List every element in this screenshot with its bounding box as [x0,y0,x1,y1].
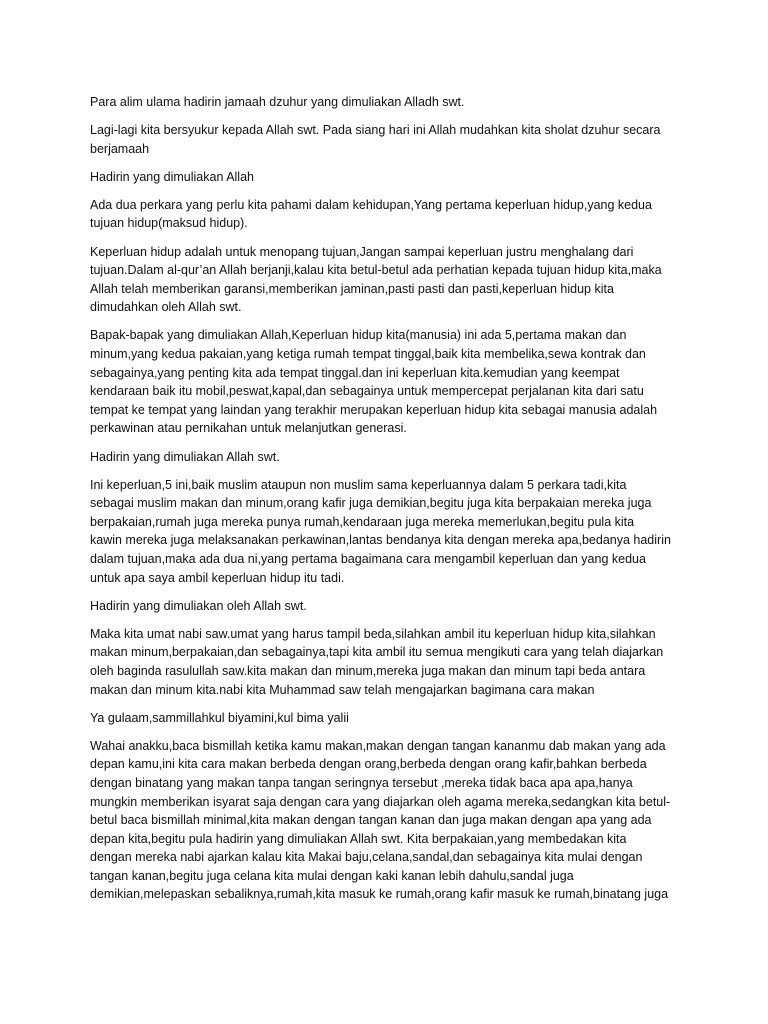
paragraph [90,737,680,904]
text-line: kawin mereka juga melaksanakan perkawinan,lantas bendanya kita dengan mereka apa,bedanya hadirin [90,533,671,548]
text-line: Wahai anakku,baca bismillah ketika kamu makan,makan dengan tangan kananmu dab makan yang ada [90,738,666,753]
text-line: perkawinan atau pernikahan untuk melanjutkan generasi. [90,421,407,436]
text-line: makan dan minum kita.nabi kita Muhammad saw telah mengajarkan bagimana cara makan [90,682,595,697]
text-line: depan kamu,ini kita cara makan berbeda dengan orang,berbeda dengan orang kafir,bahkan berbeda [90,757,647,772]
paragraph [90,196,680,233]
text-line: mungkin memberikan isyarat saja dengan cara yang diajarkan oleh agama mereka,sedangkan kita betul- [90,794,671,809]
text-line: dimudahkan oleh Allah swt. [90,300,242,315]
text-line: tujuan.Dalam al-qur’an Allah berjanji,kalau kita betul-betul ada perhatian kepada tujuan hidup kita,maka [90,263,662,278]
text-line: tangan kanan,begitu juga celana kita mulai dengan kaki kanan lebih dahulu,sandal juga [90,868,574,883]
text-line: Maka kita umat nabi saw.umat yang harus tampil beda,silahkan ambil itu keperluan hidup kita,silahkan [90,626,656,641]
document-body [90,93,680,914]
paragraph [90,121,680,158]
text-line: berjamaah [90,141,150,156]
text-line: Keperluan hidup adalah untuk menopang tujuan,Jangan sampai keperluan justru menghalang dari [90,244,634,259]
text-line: Ini keperluan,5 ini,baik muslim ataupun non muslim sama keperluannya dalam 5 perkara tadi,kita [90,477,627,492]
paragraph [90,326,680,438]
text-line: makan minum,berpakaian,dan sebagainya,tapi kita ambil itu semua mengikuti cara yang telah diajarkan [90,645,664,660]
paragraph [90,476,680,588]
text-line: Hadirin yang dimuliakan oleh Allah swt. [90,598,307,613]
paragraph [90,597,680,616]
paragraph [90,448,680,467]
text-line: dengan binatang yang makan tanpa tangan seringnya tersebut ,mereka tidak baca apa apa,hanya [90,775,633,790]
text-line: Bapak-bapak yang dimuliakan Allah,Keperluan hidup kita(manusia) ini ada 5,pertama makan dan [90,328,627,343]
text-line: Allah telah memberikan garansi,memberikan jaminan,pasti pasti dan pasti,keperluan hidup kita [90,281,614,296]
text-line: berpakaian,rumah juga mereka punya rumah,kendaraan juga mereka memerlukan,begitu pula kita [90,514,635,529]
text-line: minum,yang kedua pakaian,yang ketiga rumah tempat tinggal,baik kita membelika,sewa kontrak dan [90,347,646,362]
text-line: tempat ke tempat yang laindan yang terakhir merupakan keperluan hidup kita sebagai manusia adalah [90,402,658,417]
text-line: tujuan hidup(maksud hidup). [90,216,248,231]
text-line: Ada dua perkara yang perlu kita pahami dalam kehidupan,Yang pertama keperluan hidup,yang kedua [90,197,652,212]
text-line: sebagai muslim makan dan minum,orang kafir juga demikian,begitu juga kita berpakaian mereka juga [90,496,652,511]
paragraph [90,625,680,699]
text-line: Lagi-lagi kita bersyukur kepada Allah swt. Pada siang hari ini Allah mudahkan kita sholat dzuhur secara [90,123,661,138]
text-line: Para alim ulama hadirin jamaah dzuhur yang dimuliakan Alladh swt. [90,95,465,109]
paragraph [90,168,680,187]
text-line: Ya gulaam,sammillahkul biyamini,kul bima yalii [90,710,349,725]
paragraph [90,93,680,112]
text-line: oleh baginda rasulullah saw.kita makan dan minum,mereka juga makan dan minum tapi beda antara [90,663,646,678]
text-line: demikian,melepaskan sebaliknya,rumah,kita masuk ke rumah,orang kafir masuk ke rumah,binatang juga [90,887,669,902]
text-line: dalam tujuan,maka ada dua ni,yang pertama bagaimana cara mengambil keperluan dan yang kedua [90,551,646,566]
text-line: sebagainya,yang penting kita ada tempat tinggal.dan ini keperluan kita.kemudian yang keempat [90,365,620,380]
text-line: untuk apa saya ambil keperluan hidup itu tadi. [90,570,345,585]
paragraph [90,709,680,728]
paragraph [90,243,680,317]
text-line: betul baca bismillah minimal,kita makan dengan tangan kanan dan juga makan dengan apa yang ada [90,813,652,828]
text-line: depan kita,begitu pula hadirin yang dimuliakan Allah swt. Kita berpakaian,yang membedakan kita [90,831,627,846]
text-line: kendaraan baik itu mobil,peswat,kapal,dan sebagainya untuk mempercepat perjalanan kita dari satu [90,384,644,399]
text-line: Hadirin yang dimuliakan Allah [90,169,254,184]
text-line: dengan mereka nabi ajarkan kalau kita Makai baju,celana,sandal,dan sebagainya kita mulai dengan [90,850,643,865]
text-line: Hadirin yang dimuliakan Allah swt. [90,449,280,464]
